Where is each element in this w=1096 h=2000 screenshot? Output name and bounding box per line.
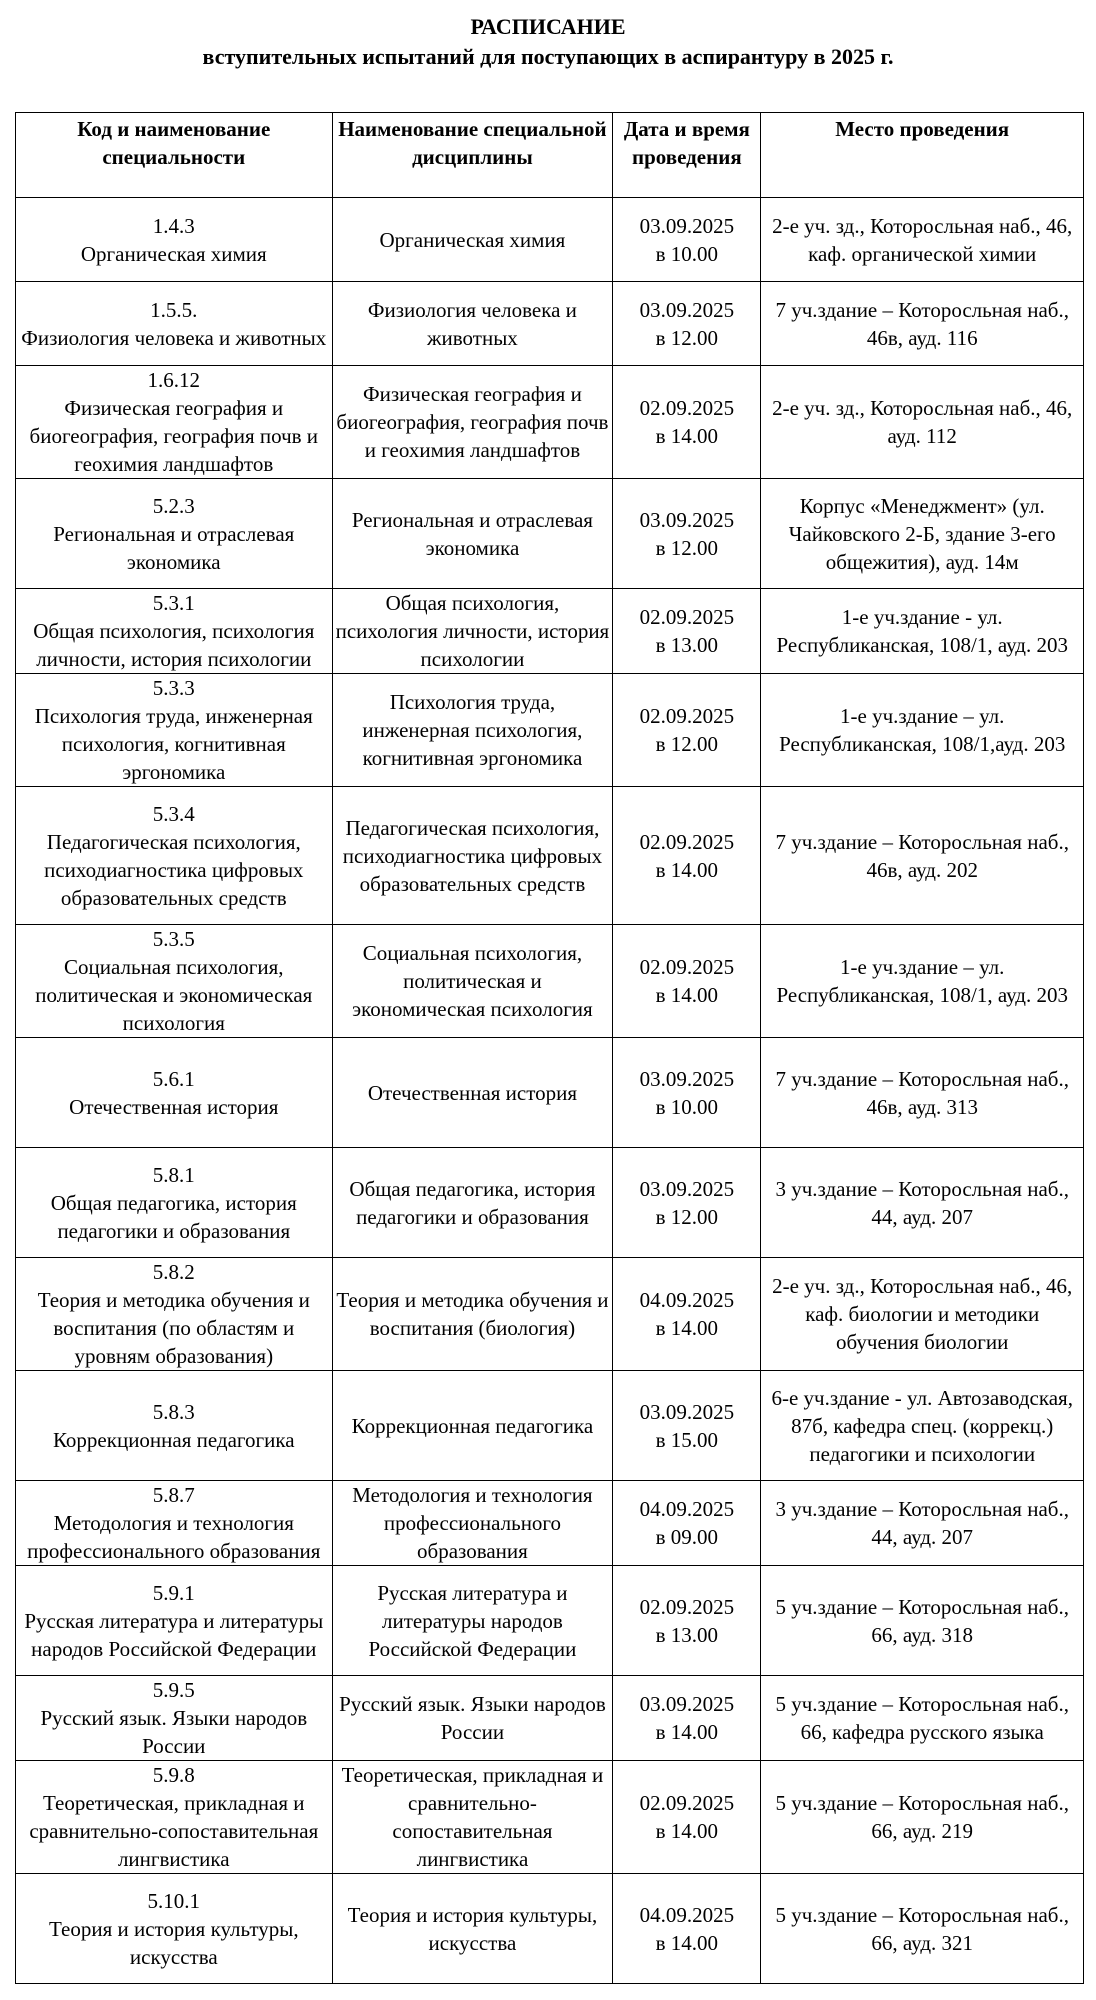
specialty-name: Физическая география и биогеография, география почв и геохимия ландшафтов [29, 396, 319, 476]
place-cell: 6-е уч.здание - ул. Автозаводская, 87б, кафедра спец. (коррекц.) педагогики и психологии [761, 1371, 1084, 1481]
discipline-cell: Общая психология, психология личности, история психологии [332, 589, 613, 674]
table-row [16, 787, 1084, 925]
place-cell: 1-е уч.здание - ул. Республиканская, 108/1, ауд. 203 [761, 589, 1084, 674]
place-cell: 2-е уч. зд., Которосльная наб., 46, каф. биологии и методики обучения биологии [761, 1258, 1084, 1371]
specialty-cell [16, 1761, 333, 1874]
specialty-code: 5.10.1 [147, 1888, 201, 1913]
specialty-name: Физиология человека и животных [21, 325, 327, 350]
specialty-name: Отечественная история [69, 1094, 279, 1119]
specialty-name: Русская литература и литературы народов Российской Федерации [24, 1608, 324, 1661]
specialty-code: 5.9.8 [152, 1763, 195, 1787]
exam-date: 02.09.2025 [639, 1594, 735, 1619]
place-cell: 2-е уч. зд., Которосльная наб., 46, каф. органической химии [761, 198, 1084, 282]
table-row [16, 674, 1084, 787]
table-row [16, 1676, 1084, 1761]
specialty-cell [16, 1148, 333, 1258]
specialty-code: 5.8.2 [152, 1260, 195, 1284]
specialty-name: Психология труда, инженерная психология, когнитивная эргономика [34, 704, 313, 784]
exam-time: в 14.00 [655, 1720, 719, 1744]
exam-date: 03.09.2025 [639, 213, 735, 238]
exam-time: в 14.00 [655, 983, 719, 1007]
exam-time: в 14.00 [655, 1819, 719, 1843]
column-header-specialty: Код и наименование специальности [16, 113, 333, 198]
discipline-cell: Теория и методика обучения и воспитания (биология) [332, 1258, 613, 1371]
exam-date: 03.09.2025 [639, 297, 735, 322]
discipline-cell: Психология труда, инженерная психология, когнитивная эргономика [332, 674, 613, 787]
date-cell [613, 787, 761, 925]
discipline-cell: Физическая география и биогеография, география почв и геохимия ландшафтов [332, 366, 613, 479]
table-row [16, 925, 1084, 1038]
specialty-cell [16, 1874, 333, 1984]
date-cell [613, 1258, 761, 1371]
date-cell [613, 282, 761, 366]
specialty-cell [16, 366, 333, 479]
schedule-table [15, 112, 1084, 1984]
place-cell: 5 уч.здание – Которосльная наб., 66, ауд. 321 [761, 1874, 1084, 1984]
date-cell [613, 674, 761, 787]
specialty-code: 5.8.7 [152, 1483, 195, 1507]
table-body [16, 198, 1084, 1984]
exam-time: в 14.00 [655, 1930, 719, 1955]
exam-time: в 12.00 [655, 535, 719, 560]
exam-time: в 13.00 [655, 633, 719, 657]
exam-date: 02.09.2025 [639, 704, 735, 728]
column-header-place: Место проведения [761, 113, 1084, 198]
place-cell: 5 уч.здание – Которосльная наб., 66, ауд. 219 [761, 1761, 1084, 1874]
exam-time: в 10.00 [655, 241, 719, 266]
exam-time: в 12.00 [655, 1204, 719, 1229]
place-cell: 2-е уч. зд., Которосльная наб., 46, ауд. 112 [761, 366, 1084, 479]
specialty-name: Общая психология, психология личности, история психологии [33, 619, 315, 671]
place-cell: Корпус «Менеджмент» (ул. Чайковского 2-Б, здание 3-его общежития), ауд. 14м [761, 479, 1084, 589]
exam-time: в 10.00 [655, 1094, 719, 1119]
exam-date: 02.09.2025 [639, 955, 735, 979]
exam-time: в 12.00 [655, 325, 719, 350]
specialty-code: 5.3.4 [152, 801, 195, 826]
specialty-code: 1.4.3 [152, 213, 195, 238]
discipline-cell: Педагогическая психология, психодиагностика цифровых образовательных средств [332, 787, 613, 925]
exam-time: в 14.00 [655, 1316, 719, 1340]
place-cell: 1-е уч.здание – ул. Республиканская, 108/1, ауд. 203 [761, 925, 1084, 1038]
date-cell [613, 1481, 761, 1566]
discipline-cell: Общая педагогика, история педагогики и образования [332, 1148, 613, 1258]
specialty-cell [16, 925, 333, 1038]
table-header [16, 113, 1084, 198]
specialty-cell [16, 1038, 333, 1148]
specialty-name: Русский язык. Языки народов России [40, 1706, 308, 1758]
place-cell: 5 уч.здание – Которосльная наб., 66, ауд. 318 [761, 1566, 1084, 1676]
header-row [16, 113, 1084, 198]
discipline-cell: Теория и история культуры, искусства [332, 1874, 613, 1984]
exam-date: 02.09.2025 [639, 605, 735, 629]
date-cell [613, 1148, 761, 1258]
date-cell [613, 1566, 761, 1676]
exam-date: 03.09.2025 [639, 1692, 735, 1716]
exam-time: в 09.00 [655, 1525, 719, 1549]
place-cell: 3 уч.здание – Которосльная наб., 44, ауд. 207 [761, 1481, 1084, 1566]
specialty-code: 5.3.1 [152, 591, 195, 615]
place-cell: 7 уч.здание – Которосльная наб., 46в, ауд. 116 [761, 282, 1084, 366]
specialty-cell [16, 1481, 333, 1566]
date-cell [613, 366, 761, 479]
exam-date: 03.09.2025 [639, 1399, 735, 1424]
specialty-code: 5.9.1 [152, 1580, 195, 1605]
specialty-code: 1.5.5. [150, 297, 198, 322]
column-header-date: Дата и время проведения [613, 113, 761, 198]
specialty-cell [16, 674, 333, 787]
specialty-name: Социальная психология, политическая и экономическая психология [35, 955, 313, 1035]
discipline-cell: Русская литература и литературы народов Российской Федерации [332, 1566, 613, 1676]
discipline-cell: Теоретическая, прикладная и сравнительно-сопоставительная лингвистика [332, 1761, 613, 1874]
exam-date: 02.09.2025 [639, 829, 735, 854]
exam-time: в 13.00 [655, 1622, 719, 1647]
discipline-cell: Социальная психология, политическая и экономическая психология [332, 925, 613, 1038]
specialty-cell [16, 1258, 333, 1371]
table-row [16, 282, 1084, 366]
discipline-cell: Русский язык. Языки народов России [332, 1676, 613, 1761]
discipline-cell: Физиология человека и животных [332, 282, 613, 366]
specialty-code: 5.2.3 [152, 493, 195, 518]
table-row [16, 366, 1084, 479]
place-cell: 5 уч.здание – Которосльная наб., 66, кафедра русского языка [761, 1676, 1084, 1761]
specialty-name: Теория и история культуры, искусства [48, 1916, 299, 1969]
table-row [16, 1874, 1084, 1984]
specialty-name: Методология и технология профессионального образования [27, 1511, 321, 1563]
specialty-name: Педагогическая психология, психодиагностика цифровых образовательных средств [44, 829, 304, 910]
table-row [16, 1481, 1084, 1566]
table-row [16, 1258, 1084, 1371]
discipline-cell: Коррекционная педагогика [332, 1371, 613, 1481]
exam-date: 04.09.2025 [639, 1288, 735, 1312]
exam-time: в 14.00 [655, 424, 719, 448]
date-cell [613, 1676, 761, 1761]
exam-date: 03.09.2025 [639, 1066, 735, 1091]
exam-time: в 14.00 [655, 857, 719, 882]
exam-date: 03.09.2025 [639, 1176, 735, 1201]
specialty-cell [16, 1371, 333, 1481]
table-row [16, 1371, 1084, 1481]
specialty-code: 5.8.1 [152, 1162, 195, 1187]
place-cell: 1-е уч.здание – ул. Республиканская, 108/1,ауд. 203 [761, 674, 1084, 787]
discipline-cell: Региональная и отраслевая экономика [332, 479, 613, 589]
specialty-name: Общая педагогика, история педагогики и образования [50, 1190, 297, 1243]
specialty-code: 5.3.5 [152, 927, 195, 951]
specialty-code: 5.9.5 [152, 1678, 195, 1702]
date-cell [613, 925, 761, 1038]
specialty-name: Региональная и отраслевая экономика [53, 521, 295, 574]
date-cell [613, 1371, 761, 1481]
exam-date: 02.09.2025 [639, 396, 735, 420]
date-cell [613, 1761, 761, 1874]
discipline-cell: Методология и технология профессионального образования [332, 1481, 613, 1566]
date-cell [613, 1038, 761, 1148]
specialty-cell [16, 1676, 333, 1761]
date-cell [613, 198, 761, 282]
document-subtitle: вступительных испытаний для поступающих в аспирантуру в 2025 г. [202, 44, 894, 69]
exam-date: 02.09.2025 [639, 1791, 735, 1815]
specialty-cell [16, 479, 333, 589]
specialty-code: 5.6.1 [152, 1066, 195, 1091]
exam-time: в 15.00 [655, 1427, 719, 1452]
exam-date: 04.09.2025 [639, 1902, 735, 1927]
specialty-name: Теория и методика обучения и воспитания (по областям и уровням образования) [37, 1288, 310, 1368]
table-row [16, 479, 1084, 589]
date-cell [613, 1874, 761, 1984]
specialty-cell [16, 282, 333, 366]
exam-date: 04.09.2025 [639, 1497, 735, 1521]
column-header-discipline: Наименование специальной дисциплины [332, 113, 613, 198]
table-row [16, 1038, 1084, 1148]
place-cell: 7 уч.здание – Которосльная наб., 46в, ауд. 202 [761, 787, 1084, 925]
discipline-cell: Отечественная история [332, 1038, 613, 1148]
specialty-cell [16, 1566, 333, 1676]
specialty-code: 1.6.12 [147, 368, 201, 392]
date-cell [613, 479, 761, 589]
specialty-cell [16, 589, 333, 674]
specialty-code: 5.8.3 [152, 1399, 195, 1424]
table-row [16, 198, 1084, 282]
specialty-code: 5.3.3 [152, 676, 195, 700]
table-row [16, 1566, 1084, 1676]
place-cell: 7 уч.здание – Которосльная наб., 46в, ауд. 313 [761, 1038, 1084, 1148]
specialty-cell [16, 198, 333, 282]
specialty-name: Теоретическая, прикладная и сравнительно-сопоставительная лингвистика [29, 1791, 319, 1871]
table-row [16, 1148, 1084, 1258]
specialty-cell [16, 787, 333, 925]
exam-date: 03.09.2025 [639, 507, 735, 532]
table-row [16, 1761, 1084, 1874]
date-cell [613, 589, 761, 674]
title-block [0, 12, 1096, 72]
specialty-name: Органическая химия [80, 241, 267, 266]
document-title: РАСПИСАНИЕ [470, 14, 626, 39]
exam-time: в 12.00 [655, 732, 719, 756]
discipline-cell: Органическая химия [332, 198, 613, 282]
table-row [16, 589, 1084, 674]
specialty-name: Коррекционная педагогика [52, 1427, 295, 1452]
place-cell: 3 уч.здание – Которосльная наб., 44, ауд. 207 [761, 1148, 1084, 1258]
